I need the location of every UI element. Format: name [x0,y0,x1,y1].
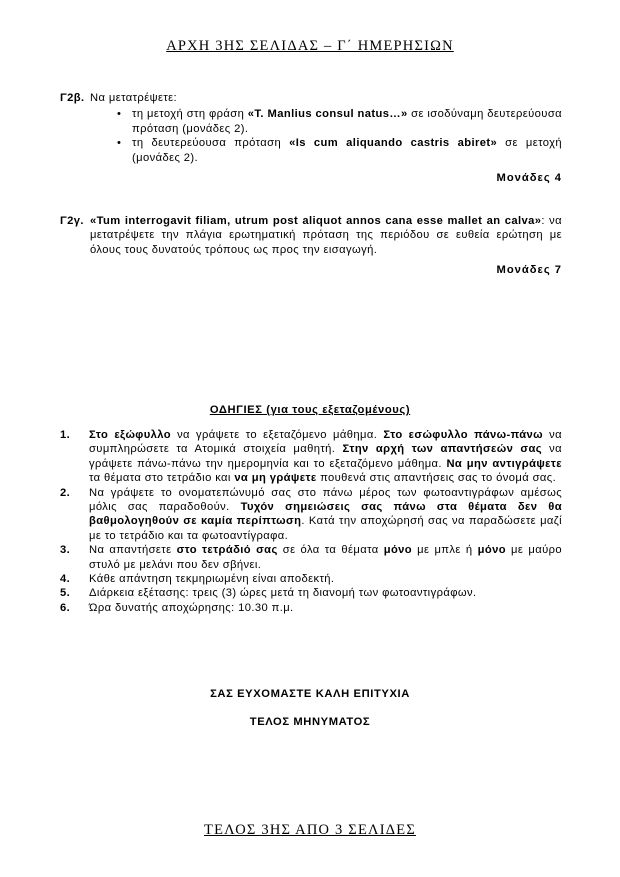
instruction-text: πουθενά στις απαντήσεις σας το όνομά σας. [316,472,557,485]
page-footer: ΤΕΛΟΣ 3ΗΣ ΑΠΟ 3 ΣΕΛΙΔΕΣ [204,822,416,838]
latin-phrase: «T. Manlius consul natus…» [247,108,408,121]
instruction-number: 2. [60,486,71,499]
question-instruction: : να μετατρέψετε την πλάγια ερωτηματική πρόταση της περιόδου σε ευθεία ερώτηση με όλους τους δυνατούς τρόπους ως προς την εισαγωγή. [90,215,562,256]
latin-phrase: «Tum interrogavit filiam, utrum post aliquot annos cana esse mallet an calva» [90,215,542,227]
question-intro: Να μετατρέψετε: [90,92,178,104]
instruction-item [60,586,562,600]
instruction-number: 5. [60,587,71,600]
question-g2b [60,91,562,185]
instruction-text: Διάρκεια εξέτασης: τρεις (3) ώρες μετά τη διανομή των φωτοαντιγράφων. [89,587,477,600]
marks-label: Μονάδες 4 [496,172,562,185]
bullet-text: τη δευτερεύουσα πρόταση [132,137,290,150]
instruction-text: Να απαντήσετε [89,544,177,557]
instruction-text: . Κατά την αποχώρησή σας να παραδώσετε μαζί με το τετράδιο και τα φωτοαντίγραφα. [89,515,562,542]
instruction-number: 6. [60,601,71,614]
instruction-text: με μπλε ή [412,544,478,557]
instructions-title: ΟΔΗΓΙΕΣ (για τους εξεταζομένους) [209,404,411,416]
bullet-text: τη μετοχή στη φράση [132,108,248,121]
instruction-number: 1. [60,429,71,441]
marks-label: Μονάδες 7 [496,264,562,277]
instruction-item [60,428,562,486]
latin-phrase: «Is cum aliquando castris abiret» [289,137,498,150]
question-label: Γ2β. [60,92,85,104]
instruction-item [60,572,562,586]
page-header: ΑΡΧΗ 3ΗΣ ΣΕΛΙΔΑΣ – Γ΄ ΗΜΕΡΗΣΙΩΝ [166,38,454,54]
good-luck-message: ΣΑΣ ΕΥΧΟΜΑΣΤΕ ΚΑΛΗ ΕΠΙΤΥΧΙΑ [210,688,410,700]
instruction-number: 4. [60,573,71,586]
question-label: Γ2γ. [60,215,84,227]
instruction-emphasis: Στο εσώφυλλο πάνω-πάνω [383,429,543,441]
instruction-text: να γράψετε πάνω-πάνω την ημερομηνία και το εξεταζόμενο μάθημα. [89,443,562,470]
instruction-text: Κάθε απάντηση τεκμηριωμένη είναι αποδεκτή. [89,573,335,586]
bullet-text: σε μετοχή (μονάδες 2). [132,137,562,164]
bullet-item [132,136,562,165]
instruction-emphasis: στο τετράδιό σας [176,544,278,557]
instruction-emphasis: Να μην αντιγράψετε [446,457,562,470]
bullet-item [132,107,562,136]
instruction-emphasis: Στο εξώφυλλο [89,429,171,441]
instruction-emphasis: μόνο [383,544,413,557]
instruction-number: 3. [60,544,71,557]
instruction-emphasis: να μη γράψετε [234,472,317,485]
bullet-text: σε ισοδύναμη δευτερεύουσα πρόταση (μονάδες 2). [132,108,562,135]
instruction-item [60,543,562,572]
question-text [90,214,562,257]
instruction-text: να συμπληρώσετε τα Ατομικά στοιχεία μαθητή. [89,429,562,456]
instruction-emphasis: μόνο [477,544,506,557]
end-of-message: ΤΕΛΟΣ ΜΗΝΥΜΑΤΟΣ [249,716,371,728]
instruction-text: με μαύρο στυλό με μελάνι που δεν σβήνει. [89,544,562,571]
question-g2c [60,214,562,278]
instruction-emphasis: Τυχόν σημειώσεις σας πάνω στα θέματα δεν θα βαθμολογηθούν σε καμία περίπτωση [89,501,562,528]
instruction-item [60,601,562,615]
instruction-text: Ώρα δυνατής αποχώρησης: 10.30 π.μ. [89,601,294,614]
instruction-text: Να γράψετε το ονοματεπώνυμό σας στο πάνω μέρος των φωτοαντιγράφων αμέσως μόλις σας παραδοθούν. [89,486,562,514]
instruction-text: τα θέματα στο τετράδιο και [89,472,235,485]
bullet-list [90,107,562,165]
instruction-item [60,486,562,544]
instruction-text: σε όλα τα θέματα [277,544,384,557]
instruction-text: να γράψετε το εξεταζόμενο μάθημα. [170,429,384,441]
instruction-emphasis: Στην αρχή των απαντήσεών σας [342,443,542,456]
instructions-list [60,428,562,615]
